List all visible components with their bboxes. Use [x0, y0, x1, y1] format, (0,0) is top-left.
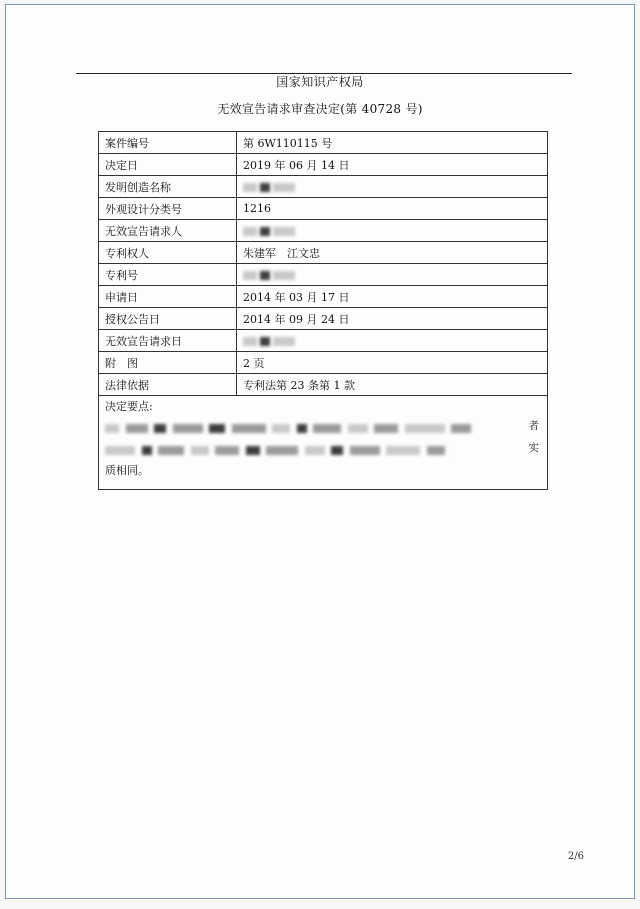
- document-title: 无效宣告请求审查决定(第 40728 号): [217, 102, 423, 116]
- info-label: 无效宣告请求人: [99, 220, 237, 242]
- info-label: 法律依据: [99, 374, 237, 396]
- info-label: 申请日: [99, 286, 237, 308]
- info-row: [99, 352, 548, 374]
- info-row: [99, 154, 548, 176]
- summary-row: [99, 396, 548, 490]
- info-value: 2014 年 03 月 17 日: [237, 286, 548, 308]
- page-number: 2/6: [567, 851, 584, 862]
- info-label: 专利权人: [99, 242, 237, 264]
- redacted-summary-line-1: [105, 421, 541, 433]
- info-row: [99, 308, 548, 330]
- info-value: 2019 年 06 月 14 日: [237, 154, 548, 176]
- info-value: 2 页: [237, 352, 548, 374]
- info-row: [99, 198, 548, 220]
- info-row: [99, 132, 548, 154]
- decision-summary-label: 决定要点:: [105, 400, 153, 413]
- document-page: [5, 4, 635, 899]
- redacted-value: [237, 330, 548, 352]
- info-value: 朱建军 江文忠: [237, 242, 548, 264]
- info-row: [99, 374, 548, 396]
- decision-summary-cell: [99, 396, 548, 490]
- redacted-value: [237, 264, 548, 286]
- info-row: [99, 176, 548, 198]
- info-row: [99, 330, 548, 352]
- info-label: 案件编号: [99, 132, 237, 154]
- info-label: 附 图: [99, 352, 237, 374]
- summary-fragment-1: 者: [528, 420, 539, 432]
- info-label: 专利号: [99, 264, 237, 286]
- info-label: 授权公告日: [99, 308, 237, 330]
- info-row: [99, 220, 548, 242]
- info-row: [99, 242, 548, 264]
- info-row: [99, 286, 548, 308]
- info-value: 专利法第 23 条第 1 款: [237, 374, 548, 396]
- redacted-value: [237, 220, 548, 242]
- issuing-organization: 国家知识产权局: [276, 75, 364, 89]
- info-value: 第 6W110115 号: [237, 132, 548, 154]
- summary-ending: 质相同。: [105, 464, 149, 477]
- info-label: 无效宣告请求日: [99, 330, 237, 352]
- info-label: 发明创造名称: [99, 176, 237, 198]
- summary-fragment-2: 实: [528, 442, 539, 454]
- info-row: [99, 264, 548, 286]
- case-info-table: [98, 131, 548, 490]
- info-value: 2014 年 09 月 24 日: [237, 308, 548, 330]
- info-label: 决定日: [99, 154, 237, 176]
- info-label: 外观设计分类号: [99, 198, 237, 220]
- redacted-summary-line-2: [105, 443, 541, 455]
- redacted-value: [237, 176, 548, 198]
- info-value: 1216: [237, 198, 548, 220]
